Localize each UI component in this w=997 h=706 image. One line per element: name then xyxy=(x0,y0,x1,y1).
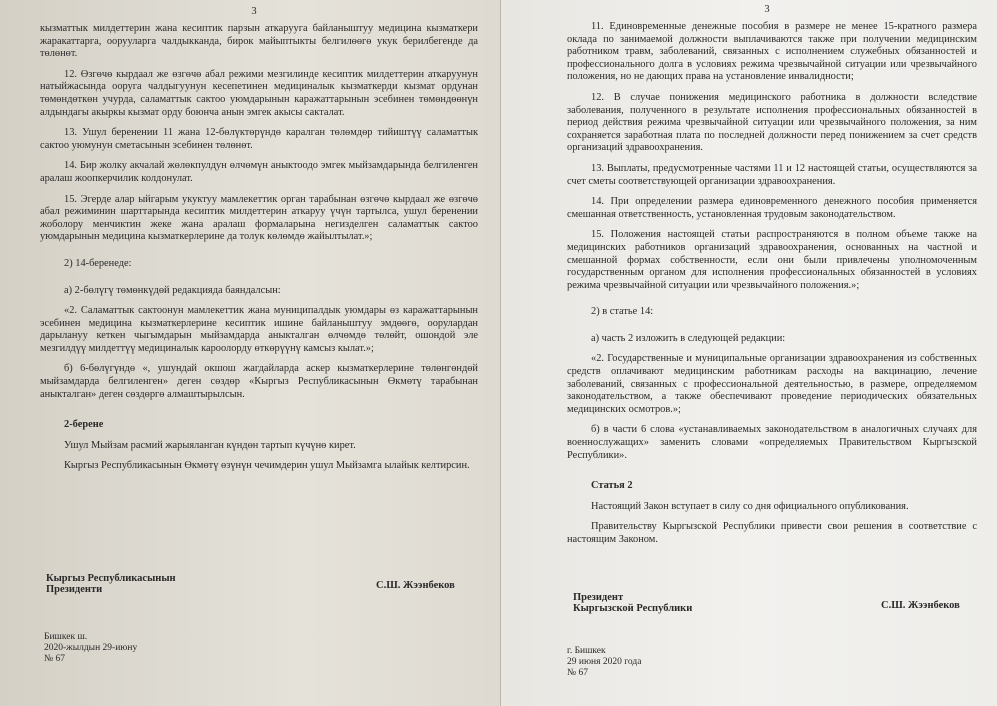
paragraph: 11. Единовременные денежные пособия в размере не менее 15-кратного размера оклада по занимаемой должности выплачиваются также при получении медицинским работником травм, заболеваний, связанных с исполнением служебных обязанностей и профессионального долга в условиях режима чрезвычайной ситуации или чрезвычайного положения, но не дающих права на установление инвалидности; xyxy=(567,21,977,83)
article-heading: 2-берене xyxy=(64,419,104,431)
paragraph: 13. Выплаты, предусмотренные частями 11 и 12 настоящей статьи, осуществляются за счет сметы соответствующей организации здравоохранения. xyxy=(567,162,977,187)
signature-title-line: Президент xyxy=(573,592,624,603)
signature-title-line: Президенти xyxy=(46,584,103,595)
paragraph: 15. Положения настоящей статьи распространяются в полном объеме также на медицинских работников организаций здравоохранения, основанных на частной и смешанной формах собственности, если они были привлечены уполномоченным государственным органом для исполнения профессиональных обязанностей в условиях режима чрезвычайной ситуации или чрезвычайного положения.»; xyxy=(567,229,977,291)
date: 29 июня 2020 года xyxy=(567,657,642,667)
signature-title xyxy=(46,573,176,595)
page-number: 3 xyxy=(764,4,770,15)
signature-name: С.Ш. Жээнбеков xyxy=(376,580,455,591)
paragraph: 13. Ушул беренении 11 жана 12-бөлүктөрүндө каралган төлөмдөр тийиштүү саламаттык сактоо уюмунун сметасынын эсебинен төлөнөт. xyxy=(40,127,478,151)
paragraph: 14. При определении размера единовременного денежного пособия применяется смешанная ответственность, установленная трудовым законодательством. xyxy=(567,196,977,220)
page-number: 3 xyxy=(251,6,257,17)
paragraph: б) 6-бөлүгүндө «, ушундай окшош жагдайларда аскер кызматкерлерине төлөнгөндөй мыйзамдарда белгиленген» деген сөздөр «Кыргыз Республикасынын Өкмөтү тарабынан аныкталган» деген сөздөргө алмаштырылсын. xyxy=(40,363,478,400)
place: Бишкек ш. xyxy=(44,632,88,642)
document-footer xyxy=(567,646,641,679)
paragraph: 12. Өзгөчө кырдаал же өзгөчө абал режими мезгилинде кесиптик милдеттерин аткаруунун натыйжасында ооруга чалдыгуунун кесепетинен медициналык кызматкерди кызмат ордунан төмөндөткөн учурда, саламаттык сактоо уюмдарынын каражаттарынын эсебинен төмөндөөнүн алдындагы акыркы кызмат орду боюнча анын эмгек акысы сакталат. xyxy=(40,68,478,118)
date: 2020-жылдын 29-июну xyxy=(44,643,138,653)
document-footer xyxy=(44,632,137,665)
paragraph: а) 2-бөлүгү төмөнкүдөй редакцияда баяндалсын: xyxy=(64,284,281,296)
paragraph: 2) 14-беренеде: xyxy=(64,257,132,269)
paragraph: а) часть 2 изложить в следующей редакции: xyxy=(591,332,786,344)
paragraph: 14. Бир жолку акчалай жөлөкпулдун өлчөмүн аныктоодо эмгек мыйзамдарында белгиленген аралаш жоопкерчилик колдонулат. xyxy=(40,160,478,184)
paragraph: Ушул Мыйзам расмий жарыяланган күндөн тартып күчүнө кирет. xyxy=(64,439,356,451)
law-number: № 67 xyxy=(44,654,65,664)
signature-title-line: Кыргыз Республикасынын xyxy=(46,573,176,584)
right-page-russian xyxy=(500,0,997,706)
signature-name: С.Ш. Жээнбеков xyxy=(881,600,960,611)
paragraph: «2. Государственные и муниципальные организации здравоохранения из собственных средств оплачивают медицинским работникам расходы на вакцинацию, лечение заболеваний, связанных с профессиональной деятельностью, в размере, определяемом законодательством, а также обеспечивают проведение периодических обязательных медицинских осмотров.»; xyxy=(567,353,977,415)
paragraph: 2) в статье 14: xyxy=(591,306,654,318)
law-number: № 67 xyxy=(567,668,588,678)
article-heading: Статья 2 xyxy=(591,480,633,492)
place: г. Бишкек xyxy=(567,646,606,656)
paragraph: «2. Саламаттык сактоонун мамлекеттик жана муниципалдык уюмдары өз каражаттарынын эсебинен медицина кызматкерлерине кесиптик ишине байланыштуу эмдөөгө, оорулардан дарылануу кеткен чыгымдарын мыйзамдарда аныкталган өлчөмдө төлөйт, ошондой эле мезгилдүү милдеттүү медициналык кароолорду өткөрүүнү камсыз кылат.»; xyxy=(40,305,478,354)
signature-title xyxy=(573,592,692,614)
paragraph: кызматтык милдеттерин жана кесиптик парзын аткарууга байланыштуу медицина кызматкери жаракаттарга, оорууларга чалдыкканда, бирок майыптыкты белгилөөгө укук берилбегенде да төлөнөт. xyxy=(40,23,478,60)
paragraph: б) в части 6 слова «устанавливаемых законодательством в аналогичных случаях для военнослужащих» заменить словами «определяемых Правительством Кыргызской Республики». xyxy=(567,424,977,461)
paragraph: Правительству Кыргызской Республики привести свои решения в соответствие с настоящим Законом. xyxy=(567,521,977,545)
paragraph: Настоящий Закон вступает в силу со дня официального опубликования. xyxy=(591,500,909,512)
paragraph: Кыргыз Республикасынын Өкмөтү өзүнүн чечимдерин ушул Мыйзамга ылайык келтирсин. xyxy=(64,460,470,472)
paragraph: 12. В случае понижения медицинского работника в должности вследствие заболевания, полученного в результате исполнения профессиональных обязанностей в период действия режима чрезвычайной ситуации или чрезвычайного положения, за ним сохраняется заработная плата по последней должности перед понижением за счет средств организаций здравоохранения. xyxy=(567,91,977,154)
paragraph: 15. Эгерде алар ыйгарым укуктуу мамлекеттик орган тарабынан өзгөчө кырдаал же өзгөчө абал режиминин шарттарында кесиптик милдеттерин аткаруу үчүн тартылса, ушул беренении жоболору менчиктин жеке жана аралаш формаларына негизделген саламаттык сактоо уюмдарынын медицина кызматкерлерине да толук көлөмдө жайылтылат.»; xyxy=(40,193,478,243)
signature-title-line: Кыргызской Республики xyxy=(573,603,693,614)
